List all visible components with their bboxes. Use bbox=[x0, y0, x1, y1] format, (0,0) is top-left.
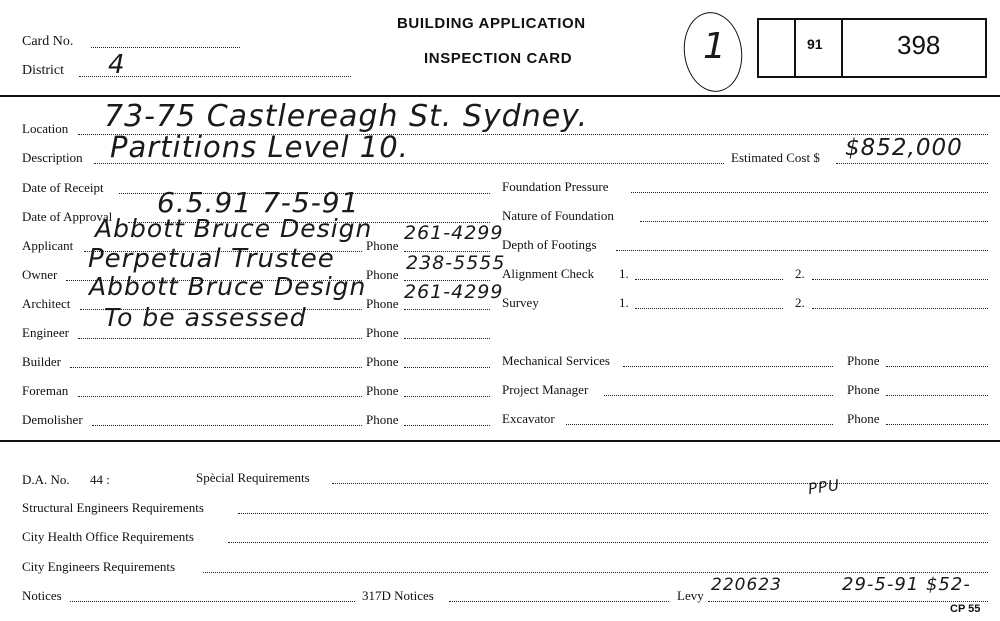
foreman-phone-label: Phone bbox=[366, 383, 399, 398]
owner-value: Perpetual Trustee bbox=[88, 244, 335, 274]
architect-label: Architect bbox=[22, 296, 71, 311]
foreman-label: Foreman bbox=[22, 383, 69, 398]
structural-line bbox=[238, 513, 988, 514]
date-of-approval-label: Date of Approval bbox=[22, 209, 113, 224]
description-label: Description bbox=[22, 150, 83, 165]
architect-phone-value: 261-4299 bbox=[404, 281, 504, 303]
levy-date-amount: 29-5-91 $52- bbox=[842, 574, 971, 595]
engineer-phone-line bbox=[404, 338, 490, 339]
notices-line bbox=[70, 601, 355, 602]
owner-phone-label: Phone bbox=[366, 267, 399, 282]
date-of-receipt-label: Date of Receipt bbox=[22, 180, 104, 195]
excavator-phone-label: Phone bbox=[847, 411, 880, 426]
card-no-line bbox=[91, 47, 240, 48]
owner-label: Owner bbox=[22, 267, 58, 282]
demolisher-phone-line bbox=[404, 425, 490, 426]
applicant-value: Abbott Bruce Design bbox=[95, 214, 373, 243]
excavator-line bbox=[566, 424, 833, 425]
description-value: Partitions Level 10. bbox=[110, 130, 409, 164]
project-manager-phone-label: Phone bbox=[847, 382, 880, 397]
number-cell: 398 bbox=[897, 30, 941, 60]
alignment-line-2 bbox=[812, 279, 988, 280]
estimated-cost-label: Estimated Cost $ bbox=[731, 150, 820, 165]
builder-line bbox=[70, 367, 362, 368]
applicant-phone-value: 261-4299 bbox=[404, 222, 504, 244]
alignment-line-1 bbox=[635, 279, 783, 280]
mechanical-services-line bbox=[623, 366, 833, 367]
foundation-pressure-line bbox=[631, 192, 988, 193]
builder-label: Builder bbox=[22, 354, 61, 369]
location-label: Location bbox=[22, 121, 69, 136]
da-no-value: 44 : bbox=[90, 472, 110, 487]
survey-line-2 bbox=[812, 308, 988, 309]
project-manager-phone-line bbox=[886, 395, 988, 396]
survey-item-1: 1. bbox=[619, 295, 629, 310]
demolisher-line bbox=[92, 425, 362, 426]
health-line bbox=[228, 542, 988, 543]
district-label: District bbox=[22, 63, 64, 78]
structural-label: Structural Engineers Requirements bbox=[22, 500, 204, 515]
special-requirements-line bbox=[332, 483, 988, 484]
middle-rule bbox=[0, 440, 1000, 442]
number-box-divider-2 bbox=[841, 18, 843, 76]
alignment-item-2: 2. bbox=[795, 266, 805, 281]
depth-of-footings-label: Depth of Footings bbox=[502, 237, 597, 252]
applicant-label: Applicant bbox=[22, 238, 74, 253]
year-cell: 91 bbox=[807, 36, 823, 52]
demolisher-phone-label: Phone bbox=[366, 412, 399, 427]
foundation-pressure-label: Foundation Pressure bbox=[502, 179, 609, 194]
mechanical-phone-label: Phone bbox=[847, 353, 880, 368]
number-box-divider-1 bbox=[794, 18, 796, 76]
nature-of-foundation-line bbox=[640, 221, 988, 222]
title-line2: INSPECTION CARD bbox=[424, 50, 573, 67]
notices-label: Notices bbox=[22, 588, 62, 603]
builder-phone-line bbox=[404, 367, 490, 368]
depth-of-footings-line bbox=[616, 250, 988, 251]
special-requirements-value: PPU bbox=[806, 475, 842, 499]
engineer-line bbox=[78, 338, 362, 339]
excavator-phone-line bbox=[886, 424, 988, 425]
city-engineers-label: City Engineers Requirements bbox=[22, 559, 176, 574]
district-value: 4 bbox=[108, 50, 126, 80]
builder-phone-label: Phone bbox=[366, 354, 399, 369]
header-rule bbox=[0, 95, 1000, 97]
notices-317d-line bbox=[449, 601, 669, 602]
form-code: CP 55 bbox=[950, 603, 981, 615]
architect-phone-label: Phone bbox=[366, 296, 399, 311]
card-no-label: Card No. bbox=[22, 34, 74, 49]
alignment-check-label: Alignment Check bbox=[502, 266, 595, 281]
levy-line bbox=[708, 601, 988, 602]
engineer-phone-label: Phone bbox=[366, 325, 399, 340]
levy-value: 220623 bbox=[711, 575, 782, 595]
title-line1: BUILDING APPLICATION bbox=[397, 15, 586, 32]
estimated-cost-line bbox=[836, 163, 988, 164]
demolisher-label: Demolisher bbox=[22, 412, 83, 427]
survey-item-2: 2. bbox=[795, 295, 805, 310]
applicant-phone-label: Phone bbox=[366, 238, 399, 253]
owner-phone-value: 238-5555 bbox=[406, 252, 506, 274]
architect-phone-line bbox=[404, 309, 490, 310]
foreman-phone-line bbox=[404, 396, 490, 397]
location-value: 73-75 Castlereagh St. Sydney. bbox=[104, 99, 589, 134]
notices-317d-label: 317D Notices bbox=[362, 588, 434, 603]
date-of-approval-value: 6.5.91 7-5-91 bbox=[157, 186, 360, 219]
city-engineers-line bbox=[203, 572, 988, 573]
mechanical-phone-line bbox=[886, 366, 988, 367]
survey-label: Survey bbox=[502, 295, 539, 310]
levy-label: Levy bbox=[677, 588, 704, 603]
engineer-value: To be assessed bbox=[104, 303, 307, 332]
foreman-line bbox=[78, 396, 362, 397]
nature-of-foundation-label: Nature of Foundation bbox=[502, 208, 614, 223]
architect-value: Abbott Bruce Design bbox=[89, 272, 367, 301]
number-box bbox=[757, 18, 987, 78]
da-no-label: D.A. No. bbox=[22, 472, 70, 487]
alignment-item-1: 1. bbox=[619, 266, 629, 281]
survey-line-1 bbox=[635, 308, 783, 309]
project-manager-label: Project Manager bbox=[502, 382, 589, 397]
special-requirements-label: Spècial Requirements bbox=[196, 470, 310, 485]
estimated-cost-value: $852,000 bbox=[845, 135, 963, 161]
excavator-label: Excavator bbox=[502, 411, 555, 426]
health-label: City Health Office Requirements bbox=[22, 529, 194, 544]
mechanical-services-label: Mechanical Services bbox=[502, 353, 610, 368]
project-manager-line bbox=[604, 395, 833, 396]
circled-number: 1 bbox=[703, 26, 727, 67]
engineer-label: Engineer bbox=[22, 325, 69, 340]
